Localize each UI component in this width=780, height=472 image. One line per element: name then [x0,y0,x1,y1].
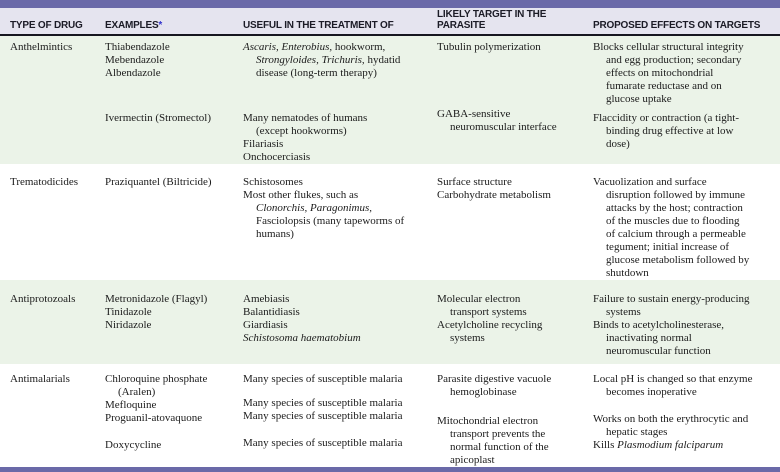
text: glucose uptake [606,93,672,105]
text-line [593,138,767,151]
cell-block [243,293,431,345]
text-line [593,413,767,426]
text: (except hookworms) [256,125,347,137]
text-line [243,138,431,151]
cell-block [593,373,767,399]
text-line [593,54,767,67]
cell-block [243,176,431,241]
text: Parasite digestive vacuole [437,373,552,385]
text-line [437,306,587,319]
column-header-useful-in-treatment [243,20,437,34]
table-cell [243,293,437,364]
cell-block [243,373,431,386]
text-line [243,67,431,80]
text-line [593,345,767,358]
table-cell [437,176,593,280]
text-line [105,319,237,332]
cell-block [243,437,431,450]
table-row-antiprotozoals [0,280,780,364]
text-line [593,125,767,138]
text-line [243,373,431,386]
text: systems [450,332,485,344]
text: disease (long-term therapy) [256,67,377,79]
text-line [105,293,237,306]
column-header-label: PROPOSED EFFECTS ON TARGETS [593,20,761,31]
text: neuromuscular interface [450,121,557,133]
cell-block [105,176,237,189]
text: glucose metabolism followed by [606,254,750,266]
cell-block [593,176,767,280]
text-line [593,306,767,319]
text: Acetylcholine recycling [437,319,543,331]
text: GABA-sensitive [437,108,511,120]
text: hydatid [364,54,401,66]
text: Schistosomes [243,176,303,188]
text-line [10,293,99,306]
text: Filariasis [243,138,284,150]
text: Carbohydrate metabolism [437,189,551,201]
table-cell [437,293,593,364]
text: hookworm, [332,41,386,53]
text-line [243,125,431,138]
text-line [105,41,237,54]
cell-block [593,41,767,106]
table-row-antimalarials [0,364,780,467]
text: Mitochondrial electron [437,415,539,427]
text-line [437,386,587,399]
text: and egg production; secondary [606,54,742,66]
table-cell [437,373,593,467]
text: Doxycycline [105,439,162,451]
table-cell [105,41,243,164]
text-line [437,108,587,121]
text-line [437,176,587,189]
column-header-label: USEFUL IN THE TREATMENT OF [243,20,394,31]
text-line [437,454,587,467]
cell-block [105,439,237,452]
text-line [593,439,767,452]
text: fumarate reductase and on [606,80,722,92]
text: Blocks cellular structural integrity [593,41,744,53]
text-line [593,228,767,241]
text: Praziquantel (Biltricide) [105,176,212,188]
table-cell [10,176,105,280]
text-line [593,112,767,125]
text: Binds to acetylcholinesterase, [593,319,725,331]
text: Failure to sustain energy-producing [593,293,750,305]
text-line [593,386,767,399]
table-cell [243,176,437,280]
text-line [105,306,237,319]
text: Fasciolopsis (many tapeworms of [256,215,405,227]
table-cell [243,373,437,467]
text-line [243,189,431,202]
table-cell [105,293,243,364]
text: Many nematodes of humans [243,112,368,124]
text-line [593,332,767,345]
text: transport systems [450,306,527,318]
text-line [593,41,767,54]
text: tegument; initial increase of [606,241,730,253]
cell-block [437,415,587,467]
italic-text: Clonorchis, Paragonimus, [256,202,373,214]
text: Onchocerciasis [243,151,311,163]
table-row-trematodicides [0,164,780,280]
text: Kills [593,439,618,451]
table-row-anthelmintics [0,36,780,164]
text-line [593,202,767,215]
text: Albendazole [105,67,161,79]
cell-block [10,41,99,54]
text: Ivermectin (Stromectol) [105,112,211,124]
cell-block [105,373,237,425]
text: Most other flukes, such as [243,189,359,201]
column-header-type-of-drug [10,20,105,34]
text: Local pH is changed so that enzyme [593,373,753,385]
text-line [105,373,237,386]
text: systems [606,306,641,318]
column-header-label: EXAMPLES [105,20,159,31]
text: Vacuolization and surface [593,176,707,188]
text-line [437,189,587,202]
text-line [593,215,767,228]
text-line [105,439,237,452]
text: Metronidazole (Flagyl) [105,293,208,305]
text-line [243,293,431,306]
text: Proguanil-atovaquone [105,412,203,424]
text: Many species of susceptible malaria [243,410,403,422]
text-line [593,93,767,106]
text-line [593,267,767,280]
table-cell [593,293,773,364]
text: Many species of susceptible malaria [243,437,403,449]
table-cell [10,293,105,364]
cell-block [437,41,587,54]
text: (Aralen) [118,386,156,398]
text: hemoglobinase [450,386,517,398]
table-cell [593,373,773,467]
cell-block [243,397,431,423]
text-line [243,176,431,189]
top-accent-bar [0,0,780,8]
text-line [105,67,237,80]
bottom-accent-bar [0,467,780,472]
text: inactivating normal [606,332,692,344]
text: humans) [256,228,294,240]
cell-block [105,41,237,80]
text-line [243,41,431,54]
text: becomes inoperative [606,386,697,398]
text-line [593,80,767,93]
text-line [105,399,237,412]
cell-block [10,176,99,189]
text-line [437,293,587,306]
column-header-label: TYPE OF DRUG [10,20,83,31]
text-line [105,112,237,125]
text: Thiabendazole [105,41,170,53]
cell-block [243,112,431,164]
text-line [243,410,431,423]
text: apicoplast [450,454,495,466]
italic-text: Schistosoma haematobium [243,332,361,344]
cell-block [243,41,431,80]
text-line [105,386,237,399]
text: Surface structure [437,176,512,188]
italic-text: Strongyloides, Trichuris, [256,54,365,66]
text-line [593,241,767,254]
text-line [243,228,431,241]
text: attacks by the host; contraction [606,202,743,214]
text-line [10,41,99,54]
text-line [593,373,767,386]
text-line [243,215,431,228]
text-line [243,332,431,345]
text: dose) [606,138,630,150]
footnote-asterisk: * [158,20,163,31]
text: Giardiasis [243,319,288,331]
text-line [105,176,237,189]
text: of the muscles due to flooding [606,215,740,227]
text-line [243,319,431,332]
text: Mefloquine [105,399,157,411]
text: normal function of the [450,441,549,453]
text-line [437,332,587,345]
table-cell [105,176,243,280]
text: Balantidiasis [243,306,300,318]
text: Antimalarials [10,373,70,385]
text-line [593,176,767,189]
table-cell [105,373,243,467]
text-line [437,415,587,428]
text: Trematodicides [10,176,79,188]
text: binding drug effective at low [606,125,734,137]
text: Mebendazole [105,54,165,66]
text-line [437,373,587,386]
text: Amebiasis [243,293,290,305]
cell-block [437,176,587,202]
cell-block [437,293,587,345]
table-cell [437,41,593,164]
cell-block [437,108,587,134]
cell-block [10,373,99,386]
text-line [593,67,767,80]
cell-block [593,413,767,452]
text: Tinidazole [105,306,152,318]
cell-block [105,293,237,332]
text: Chloroquine phosphate [105,373,208,385]
text-line [437,441,587,454]
text-line [243,151,431,164]
column-header-examples [105,20,243,34]
table-header-row [0,8,780,36]
text-line [593,189,767,202]
text: Antiprotozoals [10,293,76,305]
text: Anthelmintics [10,41,73,53]
text-line [243,112,431,125]
text-line [10,373,99,386]
text-line [243,202,431,215]
table-cell [593,41,773,164]
text: Many species of susceptible malaria [243,397,403,409]
text: Tubulin polymerization [437,41,541,53]
table-body [0,36,780,467]
text: transport prevents the [450,428,546,440]
italic-text: Plasmodium falciparum [617,439,724,451]
text: Many species of susceptible malaria [243,373,403,385]
text-line [105,412,237,425]
text-line [437,428,587,441]
table-cell [243,41,437,164]
text: Works on both the erythrocytic and [593,413,749,425]
table-cell [10,373,105,467]
text-line [437,41,587,54]
text-line [437,319,587,332]
text-line [10,176,99,189]
cell-block [593,112,767,151]
text: hepatic stages [606,426,668,438]
text: effects on mitochondrial [606,67,714,79]
cell-block [437,373,587,399]
text-line [243,54,431,67]
text-line [243,397,431,410]
text: Flaccidity or contraction (a tight- [593,112,740,124]
text-line [593,319,767,332]
cell-block [105,112,237,125]
text-line [243,306,431,319]
column-header-likely-target [437,9,593,34]
text: neuromuscular function [606,345,711,357]
text: disruption followed by immune [606,189,746,201]
column-header-proposed-effects [593,20,773,34]
text-line [437,121,587,134]
text-line [105,54,237,67]
text: shutdown [606,267,649,279]
table-cell [10,41,105,164]
text-line [243,437,431,450]
text-line [593,254,767,267]
table-cell [593,176,773,280]
cell-block [593,293,767,358]
text-line [593,293,767,306]
cell-block [10,293,99,306]
text: Niridazole [105,319,152,331]
text-line [593,426,767,439]
column-header-label: LIKELY TARGET IN THE PARASITE [437,9,547,31]
italic-text: Ascaris, Enterobius, [243,41,333,53]
text: of calcium through a permeable [606,228,746,240]
text: Molecular electron [437,293,521,305]
